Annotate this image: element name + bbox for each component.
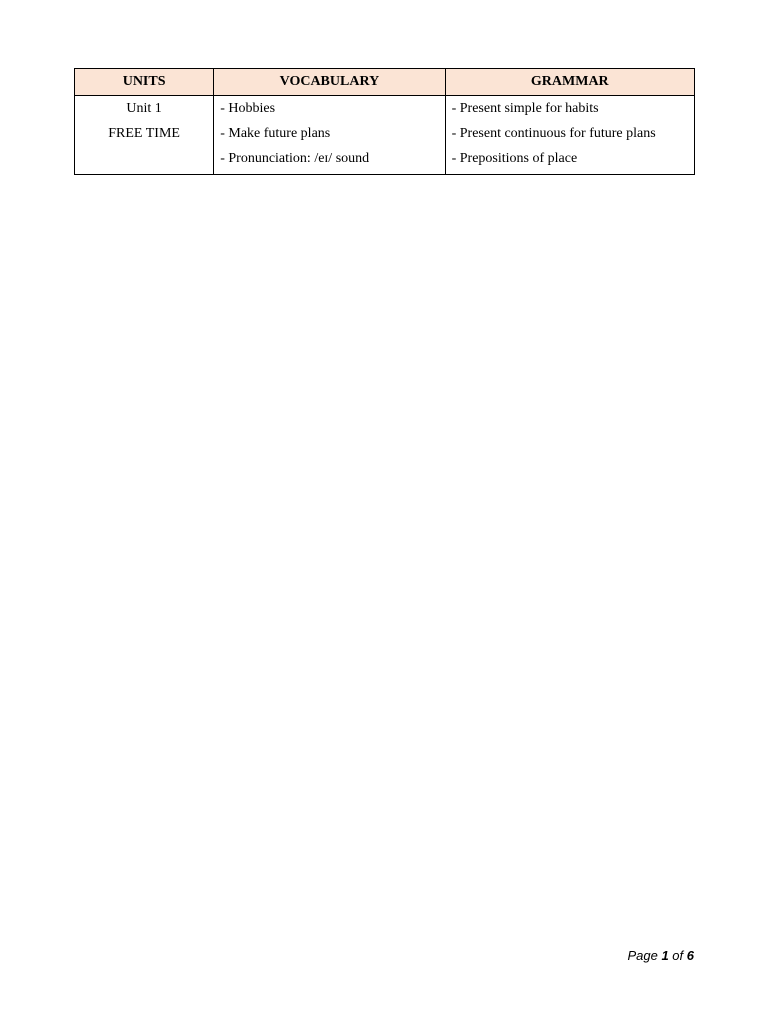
of-word: of [672, 948, 684, 963]
current-page-number: 1 [661, 948, 669, 963]
page-word: Page [627, 948, 658, 963]
header-vocabulary: VOCABULARY [214, 69, 445, 96]
table-header-row [75, 69, 695, 96]
units-cell [75, 96, 214, 175]
vocabulary-cell [214, 96, 445, 175]
vocabulary-item: - Hobbies [220, 101, 276, 116]
table-row [75, 96, 695, 175]
vocabulary-item: - Pronunciation: /eɪ/ sound [220, 151, 370, 166]
unit-number: Unit 1 [126, 101, 162, 116]
total-pages-number: 6 [686, 948, 694, 963]
unit-title: FREE TIME [108, 126, 180, 141]
grammar-cell [445, 96, 694, 175]
header-grammar: GRAMMAR [445, 69, 694, 96]
grammar-item: - Prepositions of place [451, 151, 578, 166]
header-units: UNITS [75, 69, 214, 96]
page-number-footer [627, 948, 694, 963]
vocabulary-item: - Make future plans [220, 126, 331, 141]
syllabus-table [74, 68, 695, 175]
grammar-item: - Present simple for habits [451, 101, 599, 116]
grammar-item: - Present continuous for future plans [451, 126, 656, 141]
